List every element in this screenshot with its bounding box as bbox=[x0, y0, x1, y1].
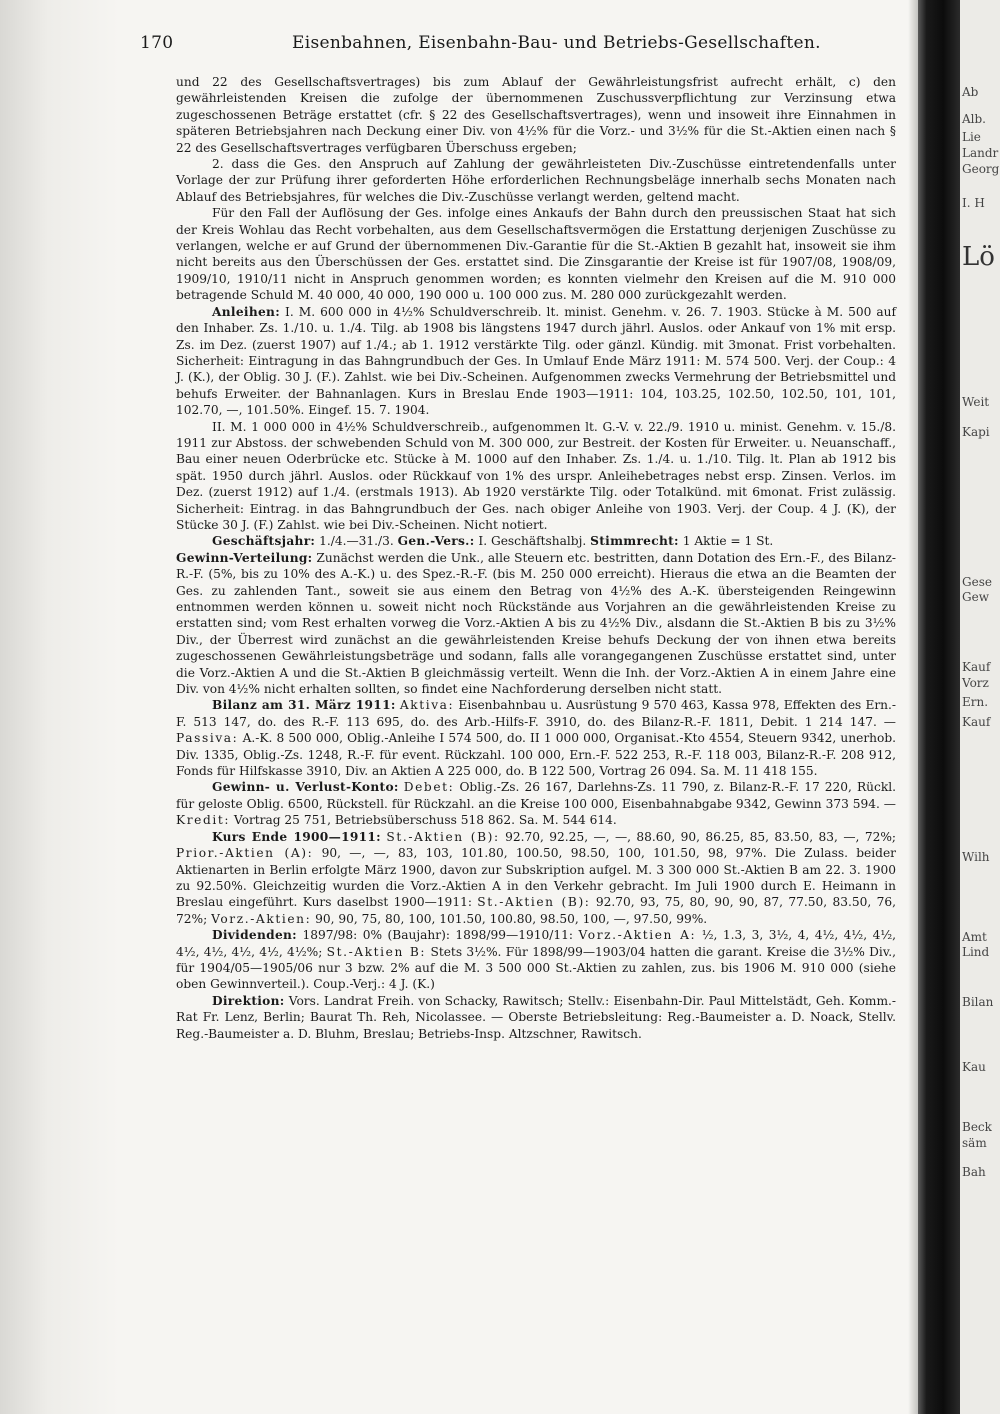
kurs-label: Kurs Ende 1900—1911: bbox=[212, 829, 381, 844]
facing-page-fragment: Kau bbox=[962, 1060, 986, 1074]
facing-page-fragment: Lie bbox=[962, 130, 981, 144]
debet-text: Oblig.-Zs. 26 167, Darlehns-Zs. 11 790, z. Bilanz-R.-F. 17 220, Rückl. für geloste Oblig. 6500, Rückstell. für Rückzahl. an die Kreise 100 000, Eisenbahnabgabe 9342, Gewinn 373 594. — bbox=[176, 780, 897, 811]
facing-page-fragment: Lö bbox=[962, 242, 995, 272]
anleihen-text-2: II. M. 1 000 000 in 4½% Schuldverschreib., aufgenommen lt. G.-V. v. 22./9. 1910 u. minist. Genehm. v. 15./8. 1911 zur Abstoss. der schwebenden Schuld von M. 300 000, zur Bestreit. der Kosten für Erweiter. u. Neuanschaff., Bau einer neuen Oderbrücke etc. Stücke à M. 1000 auf den Inhaber. Zs. 1./4. u. 1./10. Tilg. lt. Plan ab 1912 bis spät. 1950 durch jährl. Auslos. oder Rückkauf von 1% des urspr. Anleihebetrages nebst ersp. Zinsen. Verlos. im Dez. (zuerst 1912) auf 1./4. (erstmals 1913). Ab 1920 verstärkte Tilg. oder Totalkünd. mit 6monat. Frist zulässig. Sicherheit: Eintrag. in das Bahngrundbuch der Ges. nach obiger Anleihe von 1903. Verj. der Coup. 4 J. (K), der Stücke 30 J. (F.) Zahlst. wie bei Div.-Scheinen. Nicht notiert. bbox=[176, 419, 896, 532]
section-geschaeftsjahr bbox=[176, 533, 896, 549]
paragraph-guarantee-conditions: und 22 des Gesellschaftsvertrages) bis zum Ablauf der Gewährleistungsfrist aufrecht erhält, c) den gewährleistenden Kreisen die zufolge der übernommenen Zuschussverpflichtung zur Verzinsung etwa zugeschossenen Beträge erstattet (cfr. § 22 des Gesellschaftsvertrages), wenn und insoweit ihre Einnahmen in späteren Betriebsjahren nach Deckung einer Div. von 4½% für die Vorz.- und 3½% für die St.-Aktien einen nach § 22 des Gesellschaftsvertrages verfügbaren Überschuss ergeben; bbox=[176, 75, 896, 155]
kurs-prior-label: Prior.-Aktien (A): bbox=[176, 846, 314, 861]
kredit-text: Vortrag 25 751, Betriebsüberschuss 518 862. Sa. M. 544 614. bbox=[233, 813, 617, 828]
stimmrecht-label: Stimmrecht: bbox=[590, 534, 679, 549]
direktion-text: Vors. Landrat Freih. von Schacky, Rawitsch; Stellv.: Eisenbahn-Dir. Paul Mittelstädt, Geh. Komm.-Rat Fr. Lenz, Berlin; Baurat Th. Reh, Nicolassee. — Oberste Betriebsleitung: Reg.-Baumeister a. D. Noack, Stellv. Reg.-Baumeister a. D. Bluhm, Breslau; Betriebs-Insp. Altzschner, Rawitsch. bbox=[176, 993, 897, 1041]
section-dividenden bbox=[176, 927, 896, 993]
passiva-text: A.-K. 8 500 000, Oblig.-Anleihe I 574 500, do. II 1 000 000, Organisat.-Kto 4554, Steuern 9342, unerhob. Div. 1335, Oblig.-Zs. 1248, R.-F. für event. Rückzahl. 100 000, Ern.-F. 522 253, R.-F. 118 003, Bilanz-R.-F. 208 912, Fonds für Hilfskasse 3910, Div. an Aktien A 225 000, do. B 122 500, Vortrag 26 094. Sa. M. 11 418 155. bbox=[176, 731, 897, 779]
facing-page-fragment: Gew bbox=[962, 590, 989, 604]
dividenden-label: Dividenden: bbox=[212, 928, 297, 943]
kurs-st-values: 92.70, 92.25, —, —, 88.60, 90, 86.25, 85, 83.50, 83, —, 72%; bbox=[505, 829, 897, 844]
anleihen-text-1: I. M. 600 000 in 4½% Schuldverschreib. lt. minist. Genehm. v. 26. 7. 1903. Stücke à M. 500 auf den Inhaber. Zs. 1./10. u. 1./4. Tilg. ab 1908 bis längstens 1947 durch jährl. Auslos. oder Ankauf von 1% mit ersp. Zs. im Dez. (zuerst 1907) auf 1./4.; ab 1. 1912 verstärkte Tilg. oder gänzl. Kündig. mit 3monat. Frist vorbehalten. Sicherheit: Eintragung in das Bahngrundbuch der Ges. In Umlauf Ende März 1911: M. 574 500. Verj. der Coup.: 4 J. (K.), der Oblig. 30 J. (F.). Zahlst. wie bei Div.-Scheinen. Aufgenommen zwecks Vermehrung der Betriebsmittel und behufs Erweiter. der Bahnanlagen. Kurs in Breslau Ende 1903—1911: 104, 103.25, 102.50, 102.50, 101, 101, 102.70, —, 101.50%. Eingef. 15. 7. 1904. bbox=[176, 304, 896, 418]
kurs-st-values-2: 92.70, 93, 75, 80, 90, 90, 87, 77.50, 83.50, 76, 72%; bbox=[176, 895, 897, 926]
dividenden-text-1: 1897/98: 0% (Baujahr): 1898/99—1910/11: bbox=[302, 928, 573, 943]
stimmrecht-text: 1 Aktie = 1 St. bbox=[682, 534, 774, 549]
section-direktion bbox=[176, 993, 896, 1042]
section-anleihen-2 bbox=[176, 419, 896, 534]
section-gewinn-verteilung bbox=[176, 550, 896, 698]
kurs-vorz-values: 90, 90, 75, 80, 100, 101.50, 100.80, 98.50, 100, —, 97.50, 99%. bbox=[315, 911, 708, 926]
dividenden-st-text: Stets 3½%. Für 1898/99—1903/04 hatten die garant. Kreise die 3½% Div., für 1904/05—1905/06 nur 3 bzw. 2% auf die M. 3 500 000 St.-Aktien zu zahlen, zus. bis 1906 M. 910 000 (siehe oben Gewinnverteil.). Coup.-Verj.: 4 J. (K.) bbox=[176, 944, 897, 992]
facing-page-fragment: Bah bbox=[962, 1165, 986, 1179]
dividenden-st-label: St.-Aktien B: bbox=[326, 944, 427, 959]
facing-page-fragment: Vorz bbox=[962, 676, 989, 690]
facing-page-fragment: Amt bbox=[962, 930, 987, 944]
passiva-label: Passiva: bbox=[176, 731, 239, 746]
bilanz-label: Bilanz am 31. März 1911: bbox=[212, 698, 396, 713]
facing-page-fragment: Bilan bbox=[962, 995, 994, 1009]
paragraph-claim-conditions: 2. dass die Ges. den Anspruch auf Zahlung der gewährleisteten Div.-Zuschüsse eintretendenfalls unter Vorlage der zur Prüfung ihrer geforderten Höhe erforderlichen Rechnungsbeläge innerhalb sechs Monaten nach Ablauf des Betriebsjahres, für welches die Div.-Zuschüsse verlangt werden, geltend macht. bbox=[176, 157, 896, 204]
facing-page-strip bbox=[960, 0, 1000, 1414]
anleihen-label: Anleihen: bbox=[212, 304, 281, 319]
kurs-text-1: Die Zulass. beider Aktienarten in Berlin erfolgte März 1900, davon zur Subskription aufgel. M. 3 300 000 St.-Aktien B am 22. 3. 1900 zu 92.50%. Gleichzeitig wurden die Vorz.-Aktien A in den Verkehr gebracht. Im Juli 1900 durch E. Heimann in Breslau eingeführt. Kurs daselbst 1900—1911: bbox=[176, 846, 897, 910]
kredit-label: Kredit: bbox=[176, 813, 231, 828]
facing-page-fragment: Landr bbox=[962, 146, 999, 160]
facing-page-fragment: säm bbox=[962, 1136, 987, 1150]
aktiva-label: Aktiva: bbox=[399, 698, 455, 713]
body-text bbox=[176, 74, 896, 1042]
facing-page-fragment: Kapi bbox=[962, 425, 990, 439]
facing-page-fragment: Georg bbox=[962, 162, 1000, 176]
facing-page-fragment: Kauf bbox=[962, 715, 991, 729]
facing-page-fragment: Lind bbox=[962, 945, 990, 959]
facing-page-fragment: Weit bbox=[962, 395, 990, 409]
dividenden-vorz-label: Vorz.-Aktien A: bbox=[578, 928, 697, 943]
aktiva-text: Eisenbahnbau u. Ausrüstung 9 570 463, Kassa 978, Effekten des Ern.-F. 513 147, do. des R.-F. 113 695, do. des Arb.-Hilfs-F. 3910, do. des Bilanz-R.-F. 1811, Debit. 1 214 147. — bbox=[176, 698, 897, 729]
facing-page-fragment: Kauf bbox=[962, 660, 991, 674]
facing-page-fragment: Ern. bbox=[962, 695, 989, 709]
section-gewinn-verlust bbox=[176, 779, 896, 828]
kurs-vorz-label: Vorz.-Aktien: bbox=[211, 911, 312, 926]
facing-page-fragment: Ab bbox=[962, 85, 979, 99]
section-kurs bbox=[176, 829, 896, 927]
debet-label: Debet: bbox=[403, 780, 455, 795]
page-gutter-shadow bbox=[0, 0, 120, 1414]
kurs-prior-values: 90, —, —, 83, 103, 101.80, 100.50, 98.50, 100, 101.50, 98, 97%. bbox=[321, 846, 767, 861]
direktion-label: Direktion: bbox=[212, 993, 285, 1008]
book-spine bbox=[918, 0, 960, 1414]
gewinn-label: Gewinn-Verteilung: bbox=[176, 550, 313, 565]
facing-page-fragment: Wilh bbox=[962, 850, 990, 864]
geschaeftsjahr-text: 1./4.—31./3. bbox=[319, 534, 394, 549]
gen-vers-text: I. Geschäftshalbj. bbox=[478, 534, 587, 549]
geschaeftsjahr-label: Geschäftsjahr: bbox=[212, 534, 316, 549]
kurs-st-label: St.-Aktien (B): bbox=[386, 829, 500, 844]
facing-page-fragment: Beck bbox=[962, 1120, 992, 1134]
paragraph-dissolution: Für den Fall der Auflösung der Ges. infolge eines Ankaufs der Bahn durch den preussischen Staat hat sich der Kreis Wohlau das Recht vorbehalten, aus dem Gesellschaftsvermögen die Erstattung derjenigen Zuschüsse zu verlangen, welche er auf Grund der übernommenen Div.-Garantie für die St.-Aktien B gezahlt hat, insoweit sie ihm nicht bereits aus den Überschüssen der Ges. erstattet sind. Die Zinsgarantie der Kreise ist für 1907/08, 1908/09, 1909/10, 1910/11 nicht in Anspruch genommen worden; es konnten vielmehr den Kreisen auf die M. 910 000 betragende Schuld M. 40 000, 40 000, 190 000 u. 100 000 zus. M. 280 000 zurückgezahlt werden. bbox=[176, 206, 896, 303]
gen-vers-label: Gen.-Vers.: bbox=[397, 534, 475, 549]
facing-page-fragment: Alb. bbox=[962, 112, 986, 126]
facing-page-fragment: Gese bbox=[962, 575, 992, 589]
running-header bbox=[140, 33, 820, 57]
gewinn-text: Zunächst werden die Unk., alle Steuern etc. bestritten, dann Dotation des Ern.-F., des Bilanz-R.-F. (5%, bis zu 10% des A.-K.) u. des Spez.-R.-F. (bis M. 250 000 erreicht). Hieraus die etwa an die Beamten der Ges. zu zahlenden Tant., soweit sie aus einem den Betrag von 4½% des A.-K. übersteigenden Reingewinn entnommen werden können u. soweit nicht noch Rückstände aus Vorjahren an die gewährleistenden Kreise zu erstatten sind; vom Rest erhalten vorweg die Vorz.-Aktien A bis zu 4½% Div., alsdann die St.-Aktien B bis zu 3½% Div., der Überrest wird zunächst an die gewährleistenden Kreise behufs Deckung der von ihnen etwa bereits zugeschossenen Gewährleistungsbeträge und sodann, falls alle vorangegangenen Zuschüsse erstattet sind, unter die Vorz.-Aktien A und die St.-Aktien B gleichmässig verteilt. Wenn die Inh. der Vorz.-Aktien A in einem Jahre eine Div. von 4½% nicht erhalten sollten, so findet eine Nachforderung derselben nicht statt. bbox=[176, 550, 897, 697]
dividenden-vorz-values: ½, 1.3, 3, 3½, 4, 4½, 4½, 4½, 4½, 4½, 4½, 4½, 4½%; bbox=[176, 928, 897, 959]
header-title: Eisenbahnen, Eisenbahn-Bau- und Betriebs-Gesellschaften. bbox=[292, 33, 821, 53]
kurs-st-label-2: St.-Aktien (B): bbox=[477, 895, 591, 910]
guv-label: Gewinn- u. Verlust-Konto: bbox=[212, 780, 399, 795]
section-bilanz bbox=[176, 697, 896, 779]
page-number: 170 bbox=[140, 33, 174, 53]
section-anleihen bbox=[176, 304, 896, 419]
facing-page-fragment: I. H bbox=[962, 196, 985, 210]
